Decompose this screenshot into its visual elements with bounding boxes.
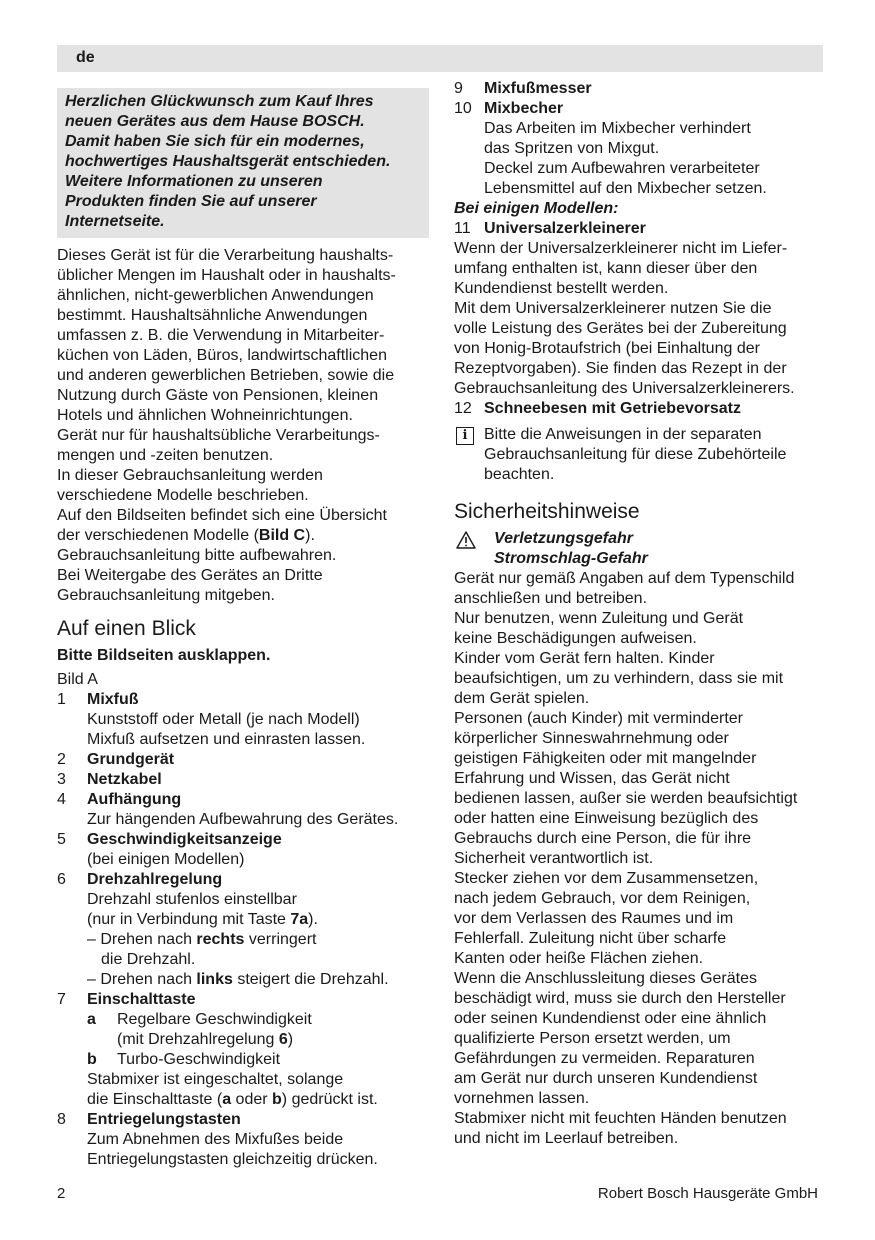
safety-line: vornehmen lassen. <box>454 1090 590 1107</box>
overview-item <box>57 870 429 990</box>
usage-line: verschiedene Modelle beschrieben. <box>57 487 309 504</box>
item-title: Aufhängung <box>87 791 182 808</box>
info-icon: i <box>456 427 474 445</box>
subitem-text: Regelbare Geschwindigkeit <box>117 1011 312 1028</box>
language-bar <box>57 45 823 72</box>
warning-label: Verletzungsgefahr <box>494 530 633 547</box>
text-line: umfang enthalten ist, kann dieser über den <box>454 260 758 277</box>
direction: links <box>196 971 233 988</box>
text: oder <box>231 1091 273 1108</box>
safety-line: Erfahrung und Wissen, das Gerät nicht <box>454 770 730 787</box>
text-line: volle Leistung des Gerätes bei der Zubereitung <box>454 320 787 337</box>
safety-line: Nur benutzen, wenn Zuleitung und Gerät <box>454 610 744 627</box>
ref: 6 <box>278 1031 288 1048</box>
subitem <box>87 1010 429 1050</box>
safety-line: und nicht im Leerlauf betreiben. <box>454 1130 679 1147</box>
safety-line: bedienen lassen, außer sie werden beaufsichtigt <box>454 790 798 807</box>
text: die Einschalttaste ( <box>87 1091 223 1108</box>
overview-item <box>454 219 826 239</box>
item-title: Mixfuß <box>87 691 139 708</box>
overview-item <box>454 79 826 99</box>
text: ). <box>305 527 315 544</box>
intro-line: Herzlichen Glückwunsch zum Kauf Ihres <box>65 93 374 110</box>
safety-line: qualifizierte Person ersetzt werden, um <box>454 1030 731 1047</box>
text: – Drehen nach <box>87 971 197 988</box>
item-title: Geschwindigkeitsanzeige <box>87 831 282 848</box>
page-number: 2 <box>57 1185 66 1202</box>
item-title: Grundgerät <box>87 751 175 768</box>
item-desc: Zur hängenden Aufbewahrung des Gerätes. <box>87 811 399 828</box>
safety-text <box>454 569 826 1149</box>
usage-text <box>57 246 429 606</box>
ref: a <box>222 1091 232 1108</box>
intro-line: neuen Gerätes aus dem Hause BOSCH. <box>65 113 365 130</box>
item-title: Schneebesen mit Getriebevorsatz <box>484 400 741 417</box>
note-line: beachten. <box>484 466 555 483</box>
item-number: 1 <box>57 691 66 708</box>
item-desc <box>87 910 429 930</box>
usage-line: Gebrauchsanleitung mitgeben. <box>57 587 275 604</box>
item-desc: Kunststoff oder Metall (je nach Modell) <box>87 711 360 728</box>
text-line: Gebrauchsanleitung des Universalzerkleinerers. <box>454 380 795 397</box>
safety-line: Gerät nur gemäß Angaben auf dem Typenschild <box>454 570 795 587</box>
overview-item <box>57 750 429 770</box>
intro-line: Produkten finden Sie auf unserer <box>65 193 317 210</box>
safety-heading: Sicherheitshinweise <box>454 500 640 523</box>
item-title: Mixbecher <box>484 100 564 117</box>
direction: rechts <box>196 931 245 948</box>
overview-subtitle: Bitte Bildseiten ausklappen. <box>57 647 271 664</box>
subitem-letter: a <box>87 1011 96 1028</box>
overview-item <box>57 790 429 830</box>
item-desc: Stabmixer ist eingeschaltet, solange <box>87 1071 344 1088</box>
item-desc: Mixfuß aufsetzen und einrasten lassen. <box>87 731 366 748</box>
intro-line: Weitere Informationen zu unseren <box>65 173 323 190</box>
item-number: 10 <box>454 100 472 117</box>
safety-line: Sicherheit verantwortlich ist. <box>454 850 654 867</box>
footer-company: Robert Bosch Hausgeräte GmbH <box>597 1185 818 1202</box>
overview-item <box>57 1110 429 1170</box>
usage-line: Bei Weitergabe des Gerätes an Dritte <box>57 567 323 584</box>
text-line: Mit dem Universalzerkleinerer nutzen Sie die <box>454 300 772 317</box>
item-desc: Drehzahl stufenlos einstellbar <box>87 891 297 908</box>
item-desc: Deckel zum Aufbewahren verarbeiteter <box>484 160 760 177</box>
safety-line: dem Gerät spielen. <box>454 690 590 707</box>
overview-item <box>454 399 826 419</box>
note-line: Gebrauchsanleitung für diese Zubehörteile <box>484 446 787 463</box>
item-title: Drehzahlregelung <box>87 871 223 888</box>
safety-line: Gefährdungen zu vermeiden. Reparaturen <box>454 1050 755 1067</box>
item-title: Einschalttaste <box>87 991 196 1008</box>
right-column <box>454 79 826 1149</box>
item-title: Entriegelungstasten <box>87 1111 241 1128</box>
accessory-text <box>454 239 826 399</box>
left-column <box>57 88 429 1170</box>
safety-line: Stabmixer nicht mit feuchten Händen benutzen <box>454 1110 787 1127</box>
item-number: 4 <box>57 791 66 808</box>
subitem-text: Turbo-Geschwindigkeit <box>117 1051 281 1068</box>
intro-line: Damit haben Sie sich für ein modernes, <box>65 133 365 150</box>
overview-item <box>57 990 429 1110</box>
safety-line: Kinder vom Gerät fern halten. Kinder <box>454 650 715 667</box>
subitem-text <box>117 1030 429 1050</box>
safety-line: anschließen und betreiben. <box>454 590 648 607</box>
intro-box <box>57 88 429 238</box>
item-desc: (bei einigen Modellen) <box>87 851 245 868</box>
safety-line: beaufsichtigen, um zu verhindern, dass sie mit <box>454 670 784 687</box>
text-line: Wenn der Universalzerkleinerer nicht im Liefer- <box>454 240 788 257</box>
warning-block <box>454 529 826 569</box>
subitem-letter: b <box>87 1051 97 1068</box>
item-number: 11 <box>454 220 471 237</box>
warning-label: Stromschlag-Gefahr <box>494 550 648 567</box>
overview-item <box>57 830 429 870</box>
safety-line: vor dem Verlassen des Raumes und im <box>454 910 734 927</box>
item-desc: die Drehzahl. <box>101 951 196 968</box>
usage-line: küchen von Läden, Büros, landwirtschaftlichen <box>57 347 387 364</box>
usage-line: bestimmt. Haushaltsähnliche Anwendungen <box>57 307 368 324</box>
key-ref: 7a <box>290 911 309 928</box>
intro-line: hochwertiges Haushaltsgerät entschieden. <box>65 153 391 170</box>
figure-label: Bild A <box>57 671 98 688</box>
usage-line: ähnlichen, nicht-gewerblichen Anwendungen <box>57 287 374 304</box>
item-number: 2 <box>57 751 66 768</box>
language-code: de <box>76 49 95 66</box>
text: (nur in Verbindung mit Taste <box>87 911 291 928</box>
overview-item <box>57 690 429 750</box>
item-title: Universalzerkleinerer <box>484 220 646 237</box>
safety-line: am Gerät nur durch unseren Kundendienst <box>454 1070 758 1087</box>
text: steigert die Drehzahl. <box>232 971 389 988</box>
text: verringert <box>244 931 317 948</box>
item-title: Mixfußmesser <box>484 80 592 97</box>
warning-triangle-icon <box>456 531 476 555</box>
usage-line: Auf den Bildseiten befindet sich eine Übersicht <box>57 507 387 524</box>
item-desc: Lebensmittel auf den Mixbecher setzen. <box>484 180 767 197</box>
text: ) <box>287 1031 294 1048</box>
text-line: Kundendienst bestellt werden. <box>454 280 669 297</box>
safety-line: Kanten oder heiße Flächen ziehen. <box>454 950 704 967</box>
some-models-label: Bei einigen Modellen: <box>454 200 619 217</box>
usage-line: Nutzung durch Gäste von Pensionen, kleinen <box>57 387 379 404</box>
text: – Drehen nach <box>87 931 197 948</box>
item-desc <box>87 970 429 990</box>
text: (mit Drehzahlregelung <box>117 1031 279 1048</box>
text-line: von Honig-Brotaufstrich (bei Einhaltung der <box>454 340 760 357</box>
overview-item <box>454 99 826 199</box>
intro-line: Internetseite. <box>65 213 165 230</box>
safety-line: Stecker ziehen vor dem Zusammensetzen, <box>454 870 759 887</box>
safety-line: beschädigt wird, muss sie durch den Hersteller <box>454 990 786 1007</box>
safety-line: oder seinen Kundendienst oder eine ähnlich <box>454 1010 767 1027</box>
item-desc: Entriegelungstasten gleichzeitig drücken. <box>87 1151 378 1168</box>
usage-line: umfassen z. B. die Verwendung in Mitarbeiter- <box>57 327 385 344</box>
usage-line: Gerät nur für haushaltsübliche Verarbeitungs- <box>57 427 380 444</box>
text-line: Rezeptvorgaben). Sie finden das Rezept in der <box>454 360 787 377</box>
item-desc <box>87 930 429 950</box>
info-note <box>454 425 826 485</box>
item-desc: Das Arbeiten im Mixbecher verhindert <box>484 120 751 137</box>
item-number: 7 <box>57 991 66 1008</box>
usage-line: und anderen gewerblichen Betrieben, sowie die <box>57 367 395 384</box>
usage-line: üblicher Mengen im Haushalt oder in haushalts- <box>57 267 396 284</box>
safety-line: körperlicher Sinneswahrnehmung oder <box>454 730 729 747</box>
usage-line: Gebrauchsanleitung bitte aufbewahren. <box>57 547 337 564</box>
ref: b <box>272 1091 282 1108</box>
usage-line: In dieser Gebrauchsanleitung werden <box>57 467 323 484</box>
usage-line: Dieses Gerät ist für die Verarbeitung haushalts- <box>57 247 394 264</box>
safety-line: Gebrauchs durch eine Person, die für ihre <box>454 830 752 847</box>
note-line: Bitte die Anweisungen in der separaten <box>484 426 762 443</box>
overview-item <box>57 770 429 790</box>
safety-line: nach jedem Gebrauch, vor dem Reinigen, <box>454 890 751 907</box>
safety-line: Wenn die Anschlussleitung dieses Gerätes <box>454 970 757 987</box>
item-number: 8 <box>57 1111 66 1128</box>
figure-ref: Bild C <box>258 527 306 544</box>
item-number: 5 <box>57 831 66 848</box>
overview-heading: Auf einen Blick <box>57 617 196 640</box>
safety-line: Fehlerfall. Zuleitung nicht über scharfe <box>454 930 727 947</box>
item-number: 3 <box>57 771 66 788</box>
item-desc: das Spritzen von Mixgut. <box>484 140 660 157</box>
item-desc <box>87 1090 429 1110</box>
item-number: 12 <box>454 400 472 417</box>
usage-line <box>57 526 429 546</box>
text: ). <box>308 911 318 928</box>
safety-line: keine Beschädigungen aufweisen. <box>454 630 697 647</box>
safety-line: oder hatten eine Einweisung bezüglich des <box>454 810 759 827</box>
item-number: 9 <box>454 80 463 97</box>
item-title: Netzkabel <box>87 771 162 788</box>
text: ) gedrückt ist. <box>281 1091 378 1108</box>
usage-line: mengen und -zeiten benutzen. <box>57 447 274 464</box>
item-number: 6 <box>57 871 66 888</box>
safety-line: geistigen Fähigkeiten oder mit mangelnder <box>454 750 757 767</box>
subitem <box>87 1050 429 1070</box>
text: der verschiedenen Modelle ( <box>57 527 259 544</box>
item-desc: Zum Abnehmen des Mixfußes beide <box>87 1131 344 1148</box>
usage-line: Hotels und ähnlichen Wohneinrichtungen. <box>57 407 353 424</box>
safety-line: Personen (auch Kinder) mit verminderter <box>454 710 744 727</box>
